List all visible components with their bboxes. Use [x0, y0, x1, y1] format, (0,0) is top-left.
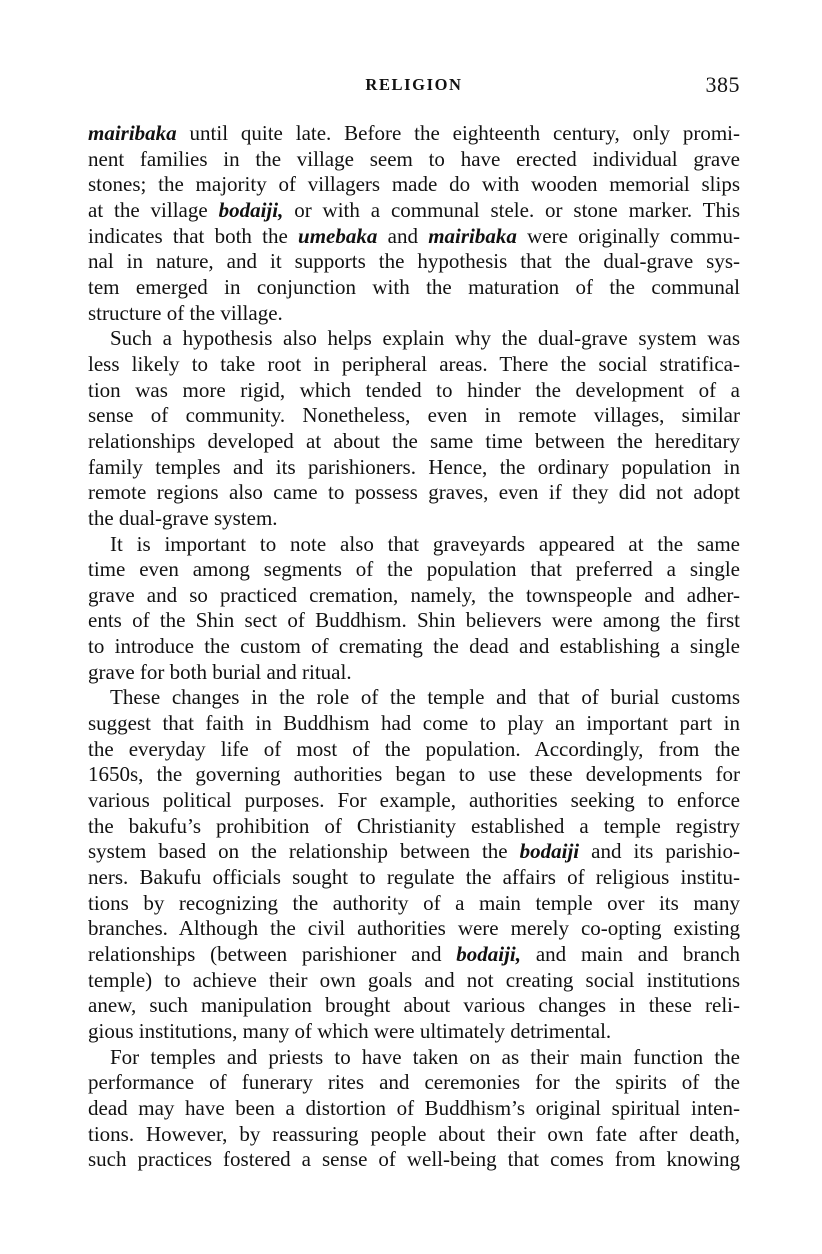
text-run: It is important to note also that graveyards appeared at the same — [110, 531, 740, 556]
text-line — [88, 147, 740, 173]
text-line — [88, 1096, 740, 1122]
text-run: tem emerged in conjunction with the maturation of the communal — [88, 274, 740, 299]
text-line — [88, 275, 740, 301]
text-line — [88, 660, 740, 686]
text-line — [88, 942, 740, 968]
text-run: remote regions also came to possess graves, even if they did not adopt — [88, 480, 740, 505]
paragraph — [88, 121, 740, 326]
text-run: such practices fostered a sense of well-being that comes from knowing — [88, 1147, 740, 1172]
text-line — [88, 506, 740, 532]
text-run: indicates that both the — [88, 223, 299, 248]
running-head — [88, 72, 740, 98]
text-line — [88, 839, 740, 865]
text-run: These changes in the role of the temple and that of burial customs — [110, 685, 740, 710]
text-line — [88, 352, 740, 378]
text-run: until quite late. Before the eighteenth century, only promi- — [176, 121, 740, 145]
text-run: relationships developed at about the same time between the hereditary — [88, 428, 740, 453]
text-run: at the village — [88, 197, 219, 222]
text-run: family temples and its parishioners. Hence, the ordinary population in — [88, 454, 740, 479]
text-line — [88, 557, 740, 583]
text-line — [88, 455, 740, 481]
text-line — [88, 865, 740, 891]
text-run: 1650s, the governing authorities began to use these developments for — [88, 762, 740, 787]
running-title: RELIGION — [365, 75, 463, 94]
text-line — [88, 121, 740, 147]
paragraph — [88, 685, 740, 1044]
text-run: less likely to take root in peripheral areas. There the social stratifica- — [88, 351, 740, 376]
text-run: various political purposes. For example, authorities seeking to enforce — [88, 788, 740, 813]
text-line — [88, 480, 740, 506]
text-run: the everyday life of most of the population. Accordingly, from the — [88, 736, 740, 761]
text-run: nal in nature, and it supports the hypothesis that the dual-grave sys- — [88, 249, 740, 274]
text-line — [88, 968, 740, 994]
text-run: grave and so practiced cremation, namely, the townspeople and adher- — [88, 582, 740, 607]
text-line — [88, 993, 740, 1019]
text-run: and — [377, 223, 429, 248]
text-run: Such a hypothesis also helps explain why the dual-grave system was — [110, 326, 740, 351]
text-run: gious institutions, many of which were ultimately detrimental. — [88, 1018, 612, 1043]
italic-term: mairibaka — [88, 121, 177, 145]
text-run: were originally commu- — [516, 223, 740, 248]
text-line — [88, 224, 740, 250]
page-number: 385 — [705, 72, 740, 97]
text-run: temple) to achieve their own goals and not creating social institutions — [88, 967, 740, 992]
text-line — [88, 1070, 740, 1096]
text-run: sense of community. Nonetheless, even in remote villages, similar — [88, 403, 740, 428]
text-line — [88, 711, 740, 737]
italic-term: umebaka — [298, 223, 378, 248]
text-line — [88, 301, 740, 327]
text-run: ents of the Shin sect of Buddhism. Shin believers were among the first — [88, 608, 740, 633]
text-line — [88, 172, 740, 198]
text-run: grave for both burial and ritual. — [88, 659, 352, 684]
text-run: and its parishio- — [579, 839, 740, 864]
text-run: the dual-grave system. — [88, 505, 278, 530]
text-line — [88, 788, 740, 814]
italic-term: bodaiji — [519, 839, 580, 864]
text-run: to introduce the custom of cremating the dead and establishing a single — [88, 634, 740, 659]
text-run: and main and branch — [521, 942, 740, 966]
text-run: dead may have been a distortion of Buddhism’s original spiritual inten- — [88, 1095, 740, 1120]
text-run: nent families in the village seem to have erected individual grave — [88, 146, 740, 171]
text-run: relationships (between parishioner and — [88, 942, 457, 966]
text-line — [88, 1045, 740, 1071]
text-run: tion was more rigid, which tended to hinder the development of a — [88, 377, 740, 402]
text-run: the bakufu’s prohibition of Christianity established a temple registry — [88, 813, 740, 838]
italic-term: mairibaka — [428, 223, 517, 248]
text-line — [88, 737, 740, 763]
text-run: time even among segments of the population that preferred a single — [88, 557, 740, 582]
text-line — [88, 429, 740, 455]
italic-term: bodaiji, — [218, 197, 284, 222]
text-line — [88, 1147, 740, 1173]
text-run: anew, such manipulation brought about various changes in these reli- — [88, 993, 740, 1018]
italic-term: bodaiji, — [456, 942, 522, 966]
text-line — [88, 1122, 740, 1148]
text-line — [88, 532, 740, 558]
text-line — [88, 198, 740, 224]
text-line — [88, 814, 740, 840]
text-run: ners. Bakufu officials sought to regulate the affairs of religious institu- — [88, 865, 740, 890]
text-run: branches. Although the civil authorities were merely co-opting existing — [88, 916, 740, 941]
paragraph — [88, 1045, 740, 1173]
text-run: performance of funerary rites and ceremonies for the spirits of the — [88, 1070, 740, 1095]
text-line — [88, 583, 740, 609]
text-run: structure of the village. — [88, 300, 283, 325]
text-line — [88, 403, 740, 429]
paragraph — [88, 326, 740, 531]
body-text — [88, 121, 740, 1173]
text-line — [88, 916, 740, 942]
text-line — [88, 249, 740, 275]
text-run: For temples and priests to have taken on as their main function the — [110, 1044, 740, 1069]
text-line — [88, 1019, 740, 1045]
text-run: suggest that faith in Buddhism had come to play an important part in — [88, 711, 740, 736]
text-run: stones; the majority of villagers made do with wooden memorial slips — [88, 172, 740, 197]
text-run: tions. However, by reassuring people about their own fate after death, — [88, 1121, 740, 1146]
text-line — [88, 378, 740, 404]
text-run: or with a communal stele. or stone marker. This — [283, 197, 740, 222]
text-line — [88, 762, 740, 788]
text-line — [88, 685, 740, 711]
text-run: system based on the relationship between the — [88, 839, 520, 864]
text-line — [88, 608, 740, 634]
text-line — [88, 326, 740, 352]
paragraph — [88, 532, 740, 686]
text-line — [88, 634, 740, 660]
text-run: tions by recognizing the authority of a main temple over its many — [88, 890, 740, 915]
text-line — [88, 891, 740, 917]
